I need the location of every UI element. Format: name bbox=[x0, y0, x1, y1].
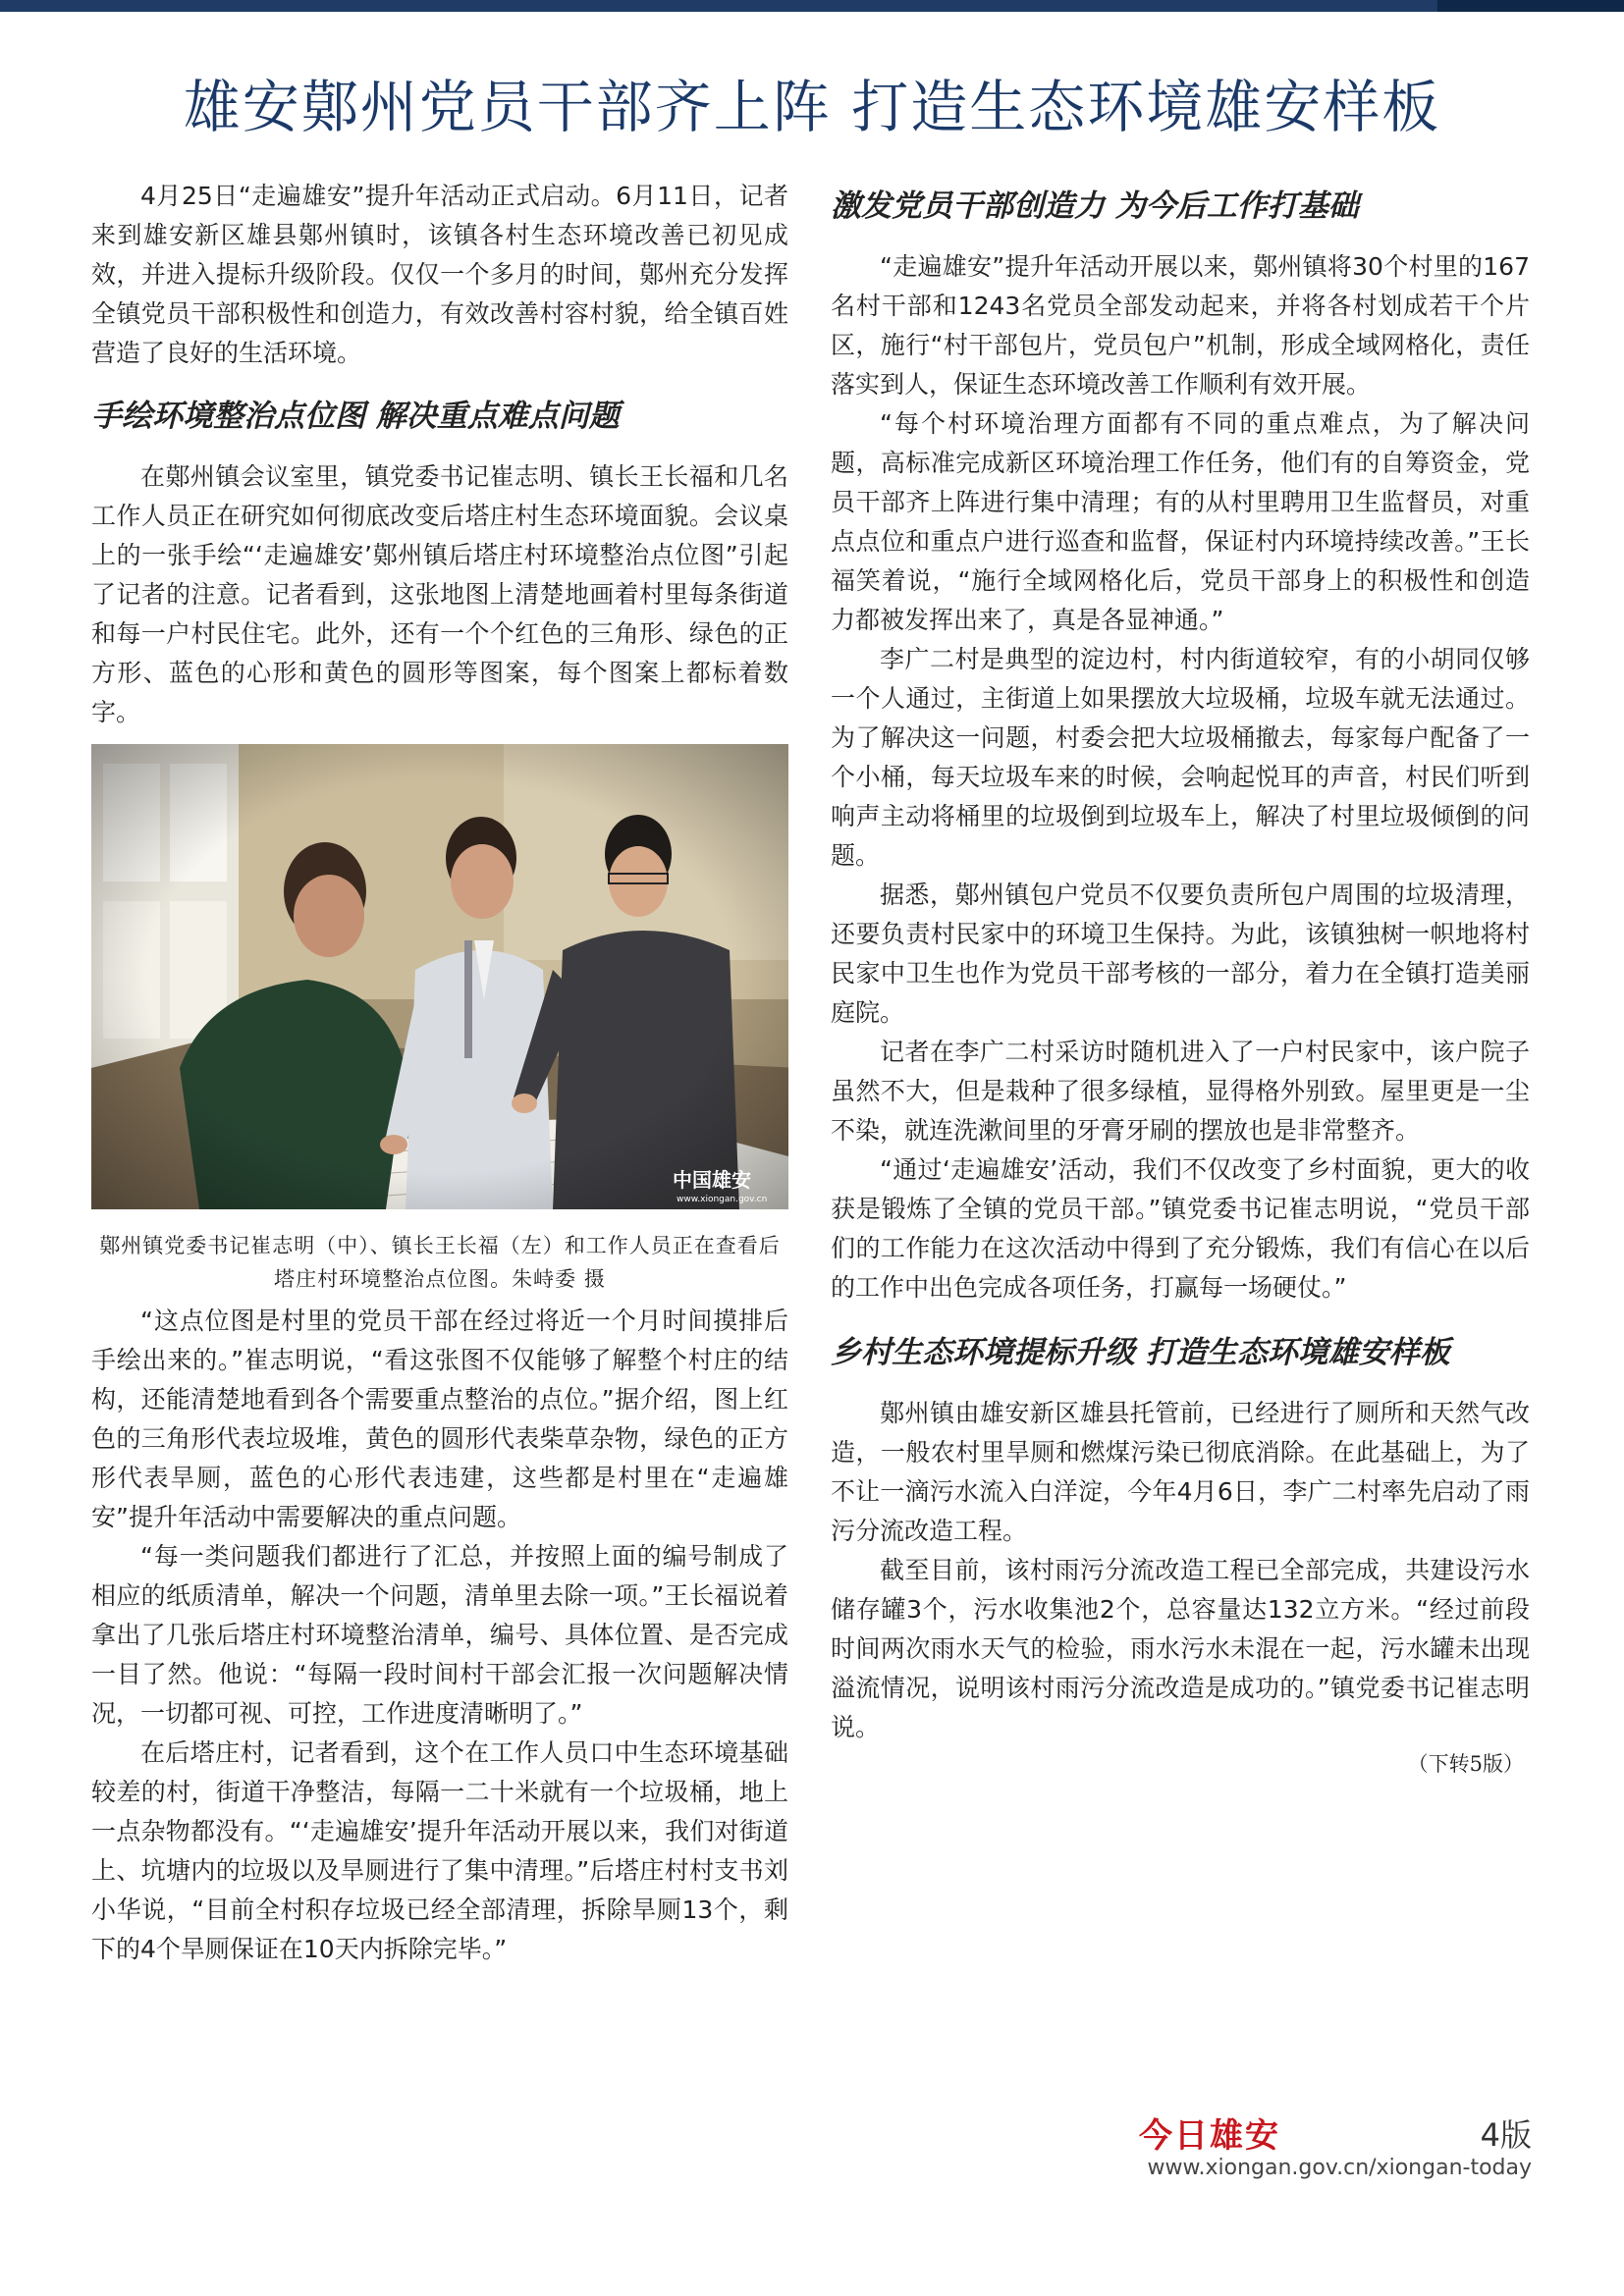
left-paragraph-5: 在后塔庄村，记者看到，这个在工作人员口中生态环境基础较差的村，街道干净整洁，每隔一二十米就有一个垃圾桶，地上一点杂物都没有。“‘走遍雄安’提升年活动开展以来，我们对街道上、坑塘内的垃圾以及旱厕进行了集中清理。”后塔庄村村支书刘小华说，“目前全村积存垃圾已经全部清理，拆除旱厕13个，剩下的4个旱厕保证在10天内拆除完毕。” bbox=[91, 1738, 788, 1963]
right-paragraph-5: 记者在李广二村采访时随机进入了一户村民家中，该户院子虽然不大，但是栽种了很多绿植，显得格外别致。屋里更是一尘不染，就连洗漱间里的牙膏牙刷的摆放也是非常整齐。 bbox=[831, 1038, 1530, 1145]
continued-note: （下转5版） bbox=[1407, 1752, 1524, 1776]
right-column bbox=[831, 179, 1530, 1781]
right-paragraph-2: “每个村环境治理方面都有不同的重点难点，为了解决问题，高标准完成新区环境治理工作任务，他们有的自筹资金，党员干部齐上阵进行集中清理；有的从村里聘用卫生监督员，对重点点位和重点户进行巡查和监督，保证村内环境持续改善。”王长福笑着说，“施行全域网格化后，党员干部身上的积极性和创造力都被发挥出来了，真是各显神通。” bbox=[831, 409, 1530, 634]
photo-illustration bbox=[91, 744, 788, 1209]
photo-watermark: 中国雄安 bbox=[673, 1168, 751, 1192]
page-number: 4版 bbox=[1480, 2116, 1532, 2154]
right-paragraph-6: “通过‘走遍雄安’活动，我们不仅改变了乡村面貌，更大的收获是锻炼了全镇的党员干部。”镇党委书记崔志明说，“党员干部们的工作能力在这次活动中得到了充分锻炼，我们有信心在以后的工作中出色完成各项任务，打赢每一场硬仗。” bbox=[831, 1155, 1530, 1302]
left-paragraph-1: 4月25日“走遍雄安”提升年活动正式启动。6月11日，记者来到雄安新区雄县鄚州镇时，该镇各村生态环境改善已初见成效，并进入提标升级阶段。仅仅一个多月的时间，鄚州充分发挥全镇党员干部积极性和创造力，有效改善村容村貌，给全镇百姓营造了良好的生活环境。 bbox=[91, 182, 788, 367]
publication-logo: 今日雄安 bbox=[1139, 2116, 1280, 2156]
right-paragraph-7: 鄚州镇由雄安新区雄县托管前，已经进行了厕所和天然气改造，一般农村里旱厕和燃煤污染已彻底消除。在此基础上，为了不让一滴污水流入白洋淀，今年4月6日，李广二村率先启动了雨污分流改造工程。 bbox=[831, 1399, 1530, 1545]
left-paragraph-3: “这点位图是村里的党员干部在经过将近一个月时间摸排后手绘出来的。”崔志明说，“看这张图不仅能够了解整个村庄的结构，还能清楚地看到各个需要重点整治的点位。”据介绍，图上红色的三角形代表垃圾堆，黄色的圆形代表柴草杂物，绿色的正方形代表旱厕，蓝色的心形代表违建，这些都是村里在“走遍雄安”提升年活动中需要解决的重点问题。 bbox=[91, 1307, 788, 1531]
headline: 雄安鄚州党员干部齐上阵 打造生态环境雄安样板 bbox=[183, 74, 1441, 140]
right-paragraph-1: “走遍雄安”提升年活动开展以来，鄚州镇将30个村里的167名村干部和1243名党员全部发动起来，并将各村划成若干个片区，施行“村干部包片，党员包户”机制，形成全域网格化，责任落实到人，保证生态环境改善工作顺利有效开展。 bbox=[831, 252, 1530, 399]
subheading-rural-upgrade: 乡村生态环境提标升级 打造生态环境雄安样板 bbox=[831, 1335, 1450, 1370]
subheading-hand-drawn-map: 手绘环境整治点位图 解决重点难点问题 bbox=[91, 399, 620, 434]
photo-watermark-url: www.xiongan.gov.cn bbox=[677, 1195, 768, 1204]
news-photo bbox=[91, 744, 788, 1209]
left-paragraph-4: “每一类问题我们都进行了汇总，并按照上面的编号制成了相应的纸质清单，解决一个问题，清单里去除一项。”王长福说着拿出了几张后塔庄村环境整治清单，编号、具体位置、是否完成一目了然。他说：“每隔一段时间村干部会汇报一次问题解决情况，一切都可视、可控，工作进度清晰明了。” bbox=[91, 1542, 788, 1728]
subheading-creativity: 激发党员干部创造力 为今后工作打基础 bbox=[831, 188, 1359, 224]
top-color-bar bbox=[0, 0, 1624, 12]
photo-caption: 鄚州镇党委书记崔志明（中）、镇长王长福（左）和工作人员正在查看后塔庄村环境整治点位图。朱峙委 摄 bbox=[99, 1234, 781, 1291]
top-color-bar-accent bbox=[1437, 0, 1624, 12]
footer-url: www.xiongan.gov.cn/xiongan-today bbox=[1147, 2156, 1532, 2180]
left-column bbox=[91, 177, 788, 1969]
right-paragraph-8: 截至目前，该村雨污分流改造工程已全部完成，共建设污水储存罐3个，污水收集池2个，总容量达132立方米。“经过前段时间两次雨水天气的检验，雨水污水未混在一起，污水罐未出现溢流情况，说明该村雨污分流改造是成功的。”镇党委书记崔志明说。 bbox=[831, 1556, 1530, 1741]
left-paragraph-2: 在鄚州镇会议室里，镇党委书记崔志明、镇长王长福和几名工作人员正在研究如何彻底改变后塔庄村生态环境面貌。会议桌上的一张手绘“‘走遍雄安’鄚州镇后塔庄村环境整治点位图”引起了记者的注意。记者看到，这张地图上清楚地画着村里每条街道和每一户村民住宅。此外，还有一个个红色的三角形、绿色的正方形、蓝色的心形和黄色的圆形等图案，每个图案上都标着数字。 bbox=[91, 462, 788, 726]
right-paragraph-4: 据悉，鄚州镇包户党员不仅要负责所包户周围的垃圾清理，还要负责村民家中的环境卫生保持。为此，该镇独树一帜地将村民家中卫生也作为党员干部考核的一部分，着力在全镇打造美丽庭院。 bbox=[831, 881, 1530, 1027]
right-paragraph-3: 李广二村是典型的淀边村，村内街道较窄，有的小胡同仅够一个人通过，主街道上如果摆放大垃圾桶，垃圾车就无法通过。为了解决这一问题，村委会把大垃圾桶撤去，每家每户配备了一个小桶，每天垃圾车来的时候，会响起悦耳的声音，村民们听到响声主动将桶里的垃圾倒到垃圾车上，解决了村里垃圾倾倒的问题。 bbox=[831, 645, 1530, 870]
